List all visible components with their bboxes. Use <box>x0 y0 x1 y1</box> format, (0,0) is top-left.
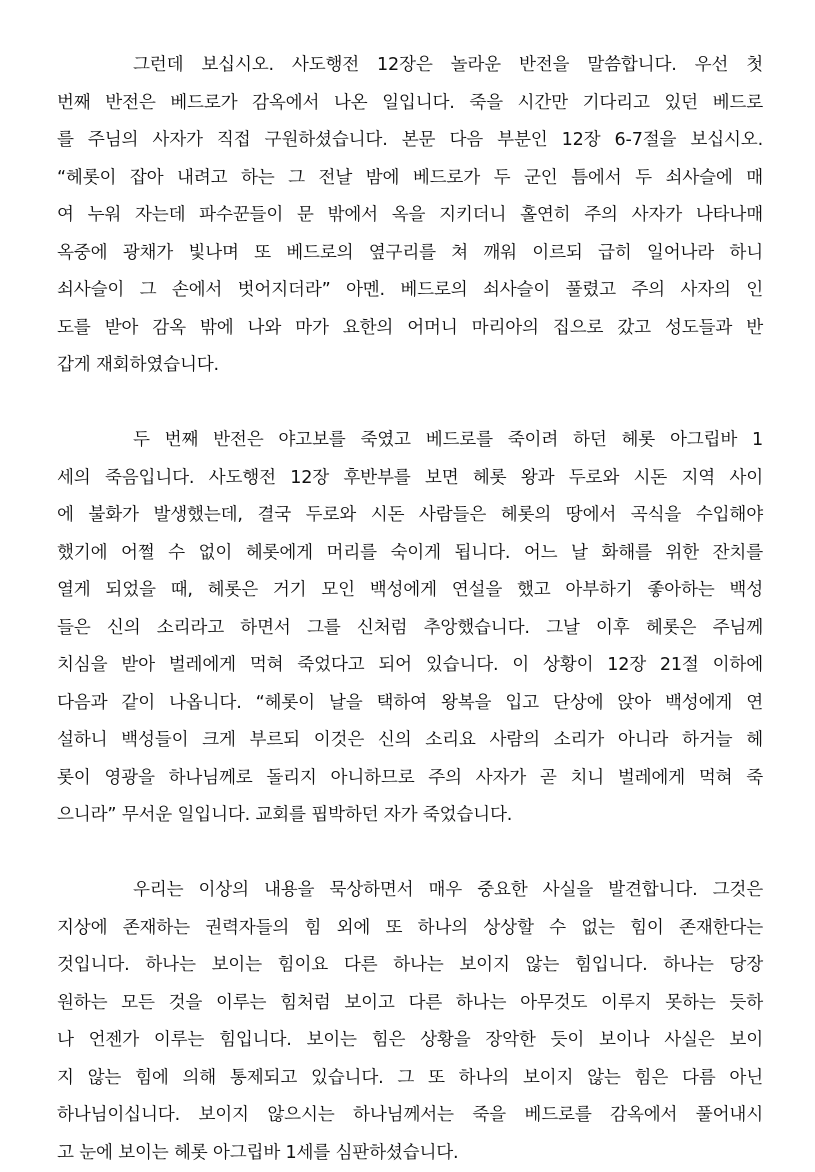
text-line: 하나님이십니다. 보이지 않으시는 하나님께서는 죽을 베드로를 감옥에서 풀어내시 <box>57 1097 763 1135</box>
paragraph-gap <box>57 385 763 423</box>
text-line: 들은 신의 소리라고 하면서 그를 신처럼 추앙했습니다. 그날 이후 헤롯은 주님께 <box>57 610 763 648</box>
text-line: 원하는 모든 것을 이루는 힘처럼 보이고 다른 하나는 아무것도 이루지 못하는 듯하 <box>57 985 763 1023</box>
text-line: 옥중에 광채가 빛나며 또 베드로의 옆구리를 쳐 깨워 이르되 급히 일어나라 하니 <box>57 235 763 273</box>
text-line: 쇠사슬이 그 손에서 벗어지더라” 아멘. 베드로의 쇠사슬이 풀렸고 주의 사자의 인 <box>57 272 763 310</box>
text-line: 것입니다. 하나는 보이는 힘이요 다른 하나는 보이지 않는 힘입니다. 하나는 당장 <box>57 947 763 985</box>
text-line: 고 눈에 보이는 헤롯 아그립바 1세를 심판하셨습니다. <box>57 1135 763 1172</box>
paragraph-1 <box>57 47 763 385</box>
text-line: 에 불화가 발생했는데, 결국 두로와 시돈 사람들은 헤롯의 땅에서 곡식을 수입해야 <box>57 497 763 535</box>
text-line: 두 번째 반전은 야고보를 죽였고 베드로를 죽이려 하던 헤롯 아그립바 1 <box>57 422 763 460</box>
text-line: 지상에 존재하는 권력자들의 힘 외에 또 하나의 상상할 수 없는 힘이 존재한다는 <box>57 910 763 948</box>
text-line: 를 주님의 사자가 직접 구원하셨습니다. 본문 다음 부분인 12장 6-7절을 보십시오. <box>57 122 763 160</box>
text-line: 설하니 백성들이 크게 부르되 이것은 신의 소리요 사람의 소리가 아니라 하거늘 헤 <box>57 722 763 760</box>
text-line: 여 누워 자는데 파수꾼들이 문 밖에서 옥을 지키더니 홀연히 주의 사자가 나타나매 <box>57 197 763 235</box>
text-line: “헤롯이 잡아 내려고 하는 그 전날 밤에 베드로가 두 군인 틈에서 두 쇠사슬에 매 <box>57 160 763 198</box>
text-line: 도를 받아 감옥 밖에 나와 마가 요한의 어머니 마리아의 집으로 갔고 성도들과 반 <box>57 310 763 348</box>
paragraph-2 <box>57 422 763 835</box>
paragraph-gap <box>57 835 763 873</box>
text-line: 했기에 어쩔 수 없이 헤롯에게 머리를 숙이게 됩니다. 어느 날 화해를 위한 잔치를 <box>57 535 763 573</box>
paragraph-3 <box>57 872 763 1172</box>
text-line: 갑게 재회하였습니다. <box>57 347 763 385</box>
text-line: 지 않는 힘에 의해 통제되고 있습니다. 그 또 하나의 보이지 않는 힘은 다름 아닌 <box>57 1060 763 1098</box>
text-line: 다음과 같이 나옵니다. “헤롯이 날을 택하여 왕복을 입고 단상에 앉아 백성에게 연 <box>57 685 763 723</box>
document-page <box>57 47 763 1172</box>
text-line: 롯이 영광을 하나님께로 돌리지 아니하므로 주의 사자가 곧 치니 벌레에게 먹혀 죽 <box>57 760 763 798</box>
text-line: 우리는 이상의 내용을 묵상하면서 매우 중요한 사실을 발견합니다. 그것은 <box>57 872 763 910</box>
text-line: 열게 되었을 때, 헤롯은 거기 모인 백성에게 연설을 했고 아부하기 좋아하는 백성 <box>57 572 763 610</box>
text-line: 나 언젠가 이루는 힘입니다. 보이는 힘은 상황을 장악한 듯이 보이나 사실은 보이 <box>57 1022 763 1060</box>
text-line: 그런데 보십시오. 사도행전 12장은 놀라운 반전을 말씀합니다. 우선 첫 <box>57 47 763 85</box>
text-line: 으니라” 무서운 일입니다. 교회를 핍박하던 자가 죽었습니다. <box>57 797 763 835</box>
text-line: 번째 반전은 베드로가 감옥에서 나온 일입니다. 죽을 시간만 기다리고 있던 베드로 <box>57 85 763 123</box>
text-line: 세의 죽음입니다. 사도행전 12장 후반부를 보면 헤롯 왕과 두로와 시돈 지역 사이 <box>57 460 763 498</box>
text-line: 치심을 받아 벌레에게 먹혀 죽었다고 되어 있습니다. 이 상황이 12장 21절 이하에 <box>57 647 763 685</box>
